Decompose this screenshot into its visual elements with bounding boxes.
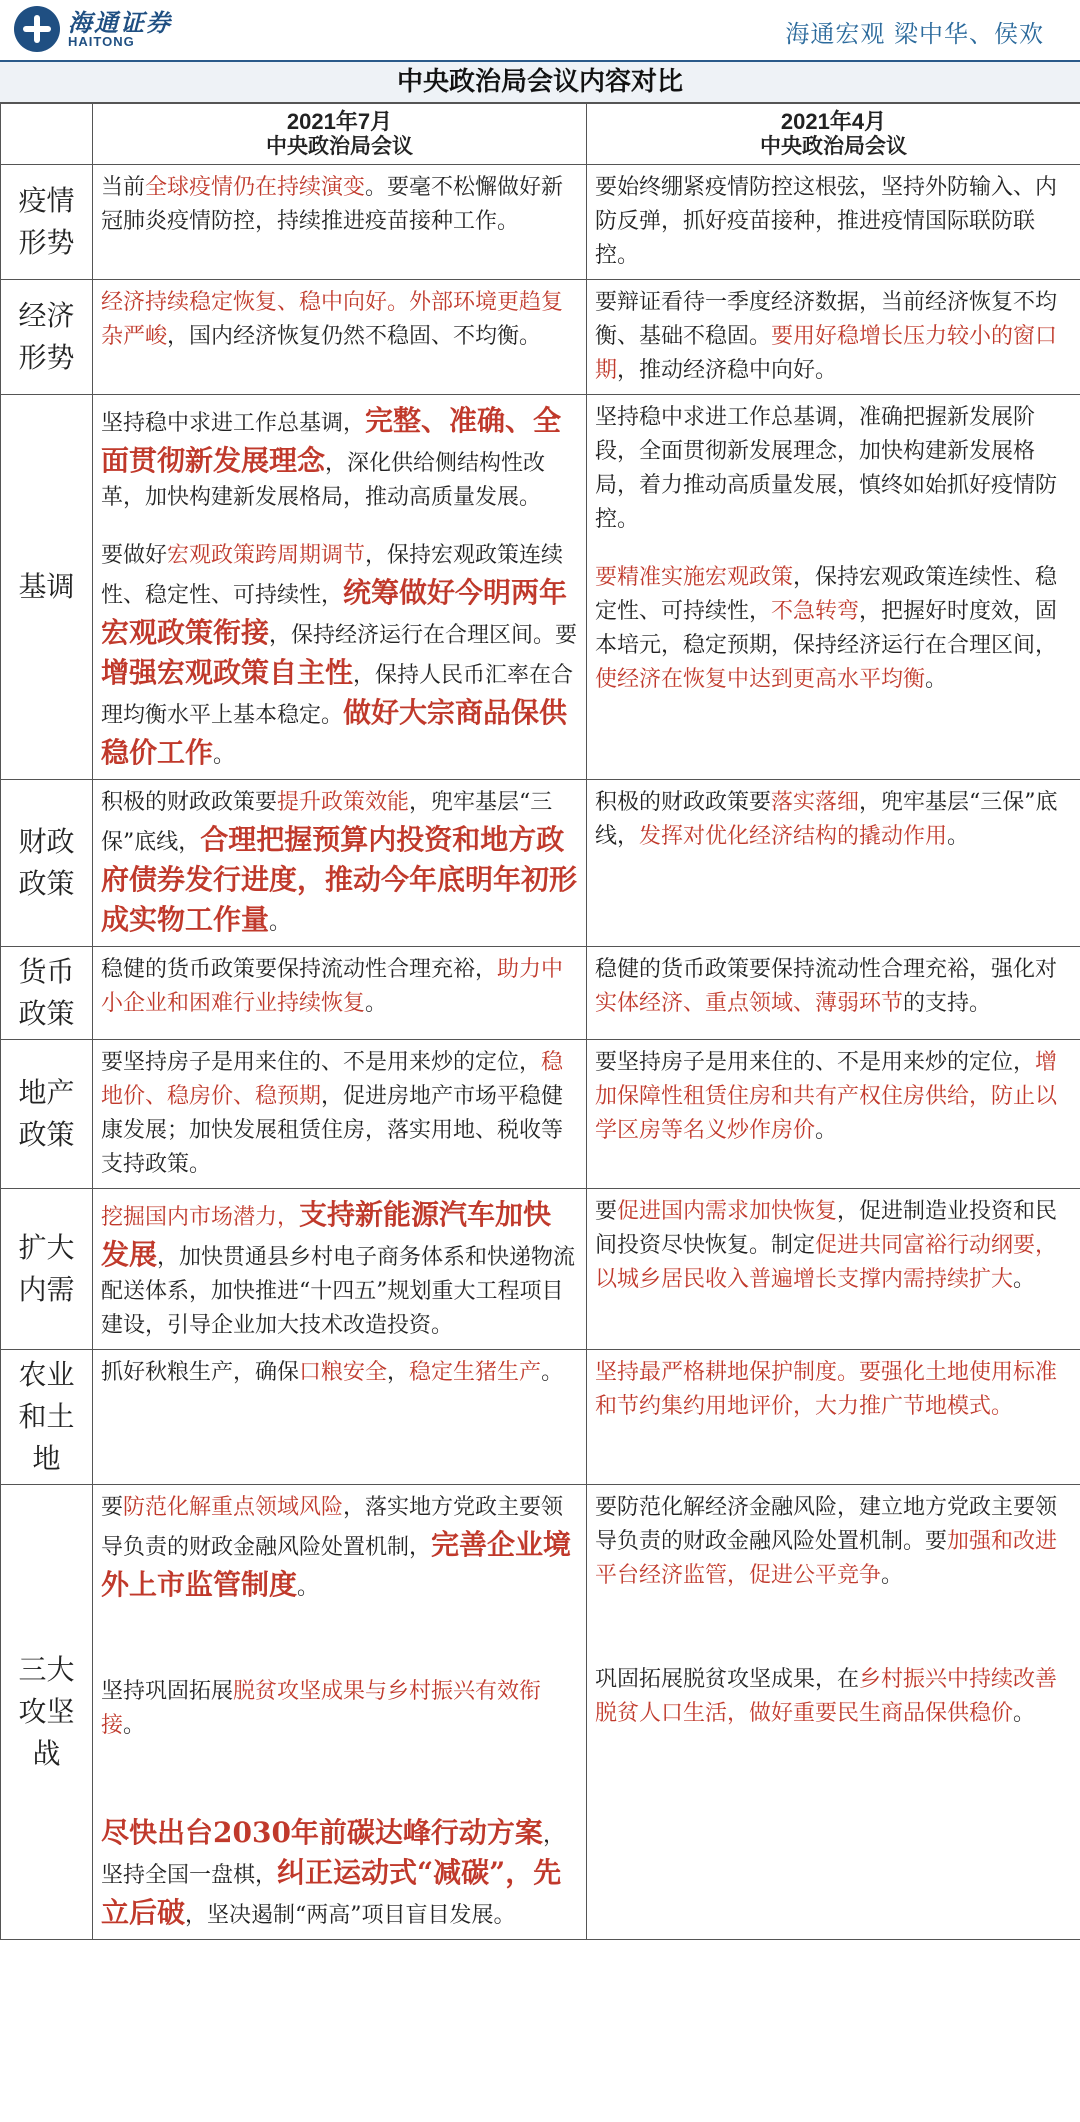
highlight-text: 统筹做好今明两年宏观政策衔接: [101, 576, 568, 649]
body-text: 。要毫不松懈做好新冠肺炎疫情防控，持续推进疫苗接种工作。: [101, 175, 564, 234]
table-row: [1, 165, 1080, 280]
july-paragraph: [101, 1813, 578, 1933]
logo-cn: 海通证券: [68, 7, 172, 37]
body-text: 积极的财政政策要: [595, 790, 772, 815]
body-text: ，深化供给侧结构性改革，加快构建新发展格局，推动高质量发展。: [101, 451, 546, 510]
body-text: 。: [297, 1575, 320, 1600]
body-text: 巩固拓展脱贫攻坚成果，在: [595, 1667, 860, 1692]
highlight-text: 口粮安全: [299, 1360, 388, 1385]
highlight-text: 坚持最严格耕地保护制度。要强化土地使用标准和节约集约用地评价，大力推广节地模式。: [595, 1360, 1058, 1419]
highlight-text: 防范化解重点领域风险: [123, 1495, 344, 1520]
highlight-text: 不急转弯: [771, 599, 860, 624]
paragraph-gap: [101, 1743, 578, 1813]
header: [0, 0, 1080, 62]
highlight-text: 实体经济、重点领域、薄弱环节: [595, 991, 904, 1016]
july-paragraph: [101, 1491, 578, 1605]
april-cell: [587, 1040, 1080, 1189]
highlight-text: 宏观政策跨周期调节: [167, 543, 366, 568]
body-text: ，保持经济运行在合理区间。要: [269, 623, 578, 648]
body-text: 当前: [101, 175, 146, 200]
july-paragraph: [101, 539, 578, 773]
body-text: 。: [123, 1713, 146, 1738]
april-cell: [587, 395, 1080, 780]
body-text: 要做好: [101, 543, 168, 568]
july-cell: [93, 395, 587, 780]
body-text: 抓好秋粮生产，确保: [101, 1360, 300, 1385]
row-label: 疫情形势: [1, 165, 93, 280]
logo-en: HAITONG: [68, 33, 135, 49]
april-paragraph: [595, 286, 1072, 388]
body-text: 坚持巩固拓展: [101, 1679, 234, 1704]
body-text: ，促进制造业投资和民间投资尽快恢复。制定: [595, 1199, 1058, 1258]
highlight-text: 完善企业境外上市监管制度: [101, 1528, 572, 1601]
body-text: ，保持宏观政策连续性、稳定性、可持续性，: [101, 543, 564, 608]
april-cell: [587, 1189, 1080, 1350]
july-paragraph: [101, 1675, 578, 1743]
highlight-text: 纠正运动式“减碳”，先立后破: [101, 1856, 562, 1929]
april-cell: [587, 165, 1080, 280]
april-paragraph: [595, 786, 1072, 854]
body-text: 要坚持房子是用来住的、不是用来炒的定位，: [101, 1050, 542, 1075]
body-text: 要: [595, 1199, 618, 1224]
column-header-july: [93, 104, 587, 165]
april-paragraph: [595, 1491, 1072, 1593]
body-text: ，保持人民币汇率在合理均衡水平上基本稳定。: [101, 663, 574, 728]
row-label: 农业和土地: [1, 1350, 93, 1485]
row-label: 地产政策: [1, 1040, 93, 1189]
body-text: ，保持宏观政策连续性、稳定性、可持续性，: [595, 565, 1058, 624]
table-row: [1, 1485, 1080, 1940]
highlight-text: 做好大宗商品保供稳价工作: [101, 696, 568, 769]
body-text: 。: [1013, 1701, 1036, 1726]
body-text: ，推动经济稳中向好。: [617, 358, 838, 383]
highlight-text: 全球疫情仍在持续演变: [145, 175, 366, 200]
highlight-text: 脱贫攻坚成果与乡村振兴有效衔接: [101, 1679, 542, 1738]
corner-cell: [1, 104, 93, 165]
highlight-text: 要精准实施宏观政策: [595, 565, 794, 590]
body-text: 。: [947, 824, 970, 849]
april-paragraph: [595, 953, 1072, 1021]
april-cell: [587, 280, 1080, 395]
april-paragraph: [595, 171, 1072, 273]
july-cell: [93, 280, 587, 395]
highlight-text: 稳定生猪生产: [409, 1360, 542, 1385]
body-text: ，坚持全国一盘棋，: [101, 1823, 565, 1888]
april-cell: [587, 780, 1080, 947]
july-paragraph: [101, 786, 578, 940]
body-text: 要始终绷紧疫情防控这根弦，坚持外防输入、内防反弹，抓好疫苗接种，推进疫情国际联防联控。: [595, 175, 1058, 268]
body-text: ，加快贯通县乡村电子商务体系和快递物流配送体系，加快推进“十四五”规划重大工程项目建设，引导企业加大技术改造投资。: [101, 1245, 576, 1338]
july-cell: [93, 1485, 587, 1940]
april-cell: [587, 1485, 1080, 1940]
paragraph-gap: [101, 1605, 578, 1675]
body-text: ，国内经济恢复仍然不稳固、不均衡。: [167, 324, 542, 349]
body-text: 的支持。: [903, 991, 992, 1016]
body-text: ，坚决遏制“两高”项目盲目发展。: [185, 1903, 516, 1928]
highlight-text: 促进国内需求加快恢复: [617, 1199, 838, 1224]
table-row: [1, 1040, 1080, 1189]
april-paragraph: [595, 1046, 1072, 1148]
highlight-text: 乡村振兴中持续改善脱贫人口生活，做好重要民生商品保供稳价: [595, 1667, 1058, 1726]
july-cell: [93, 780, 587, 947]
column-header-april: [587, 104, 1080, 165]
row-label: 三大攻坚战: [1, 1485, 93, 1940]
highlight-text: 增加保障性租赁住房和共有产权住房供给，防止以学区房等名义炒作房价: [595, 1050, 1058, 1143]
highlight-text: 合理把握预算内投资和地方政府债券发行进度，推动今年底明年初形成实物工作量: [101, 823, 578, 936]
table-row: [1, 947, 1080, 1040]
april-paragraph: [595, 1356, 1072, 1424]
row-label: 基调: [1, 395, 93, 780]
highlight-text: 经济持续稳定恢复、稳中向好。外部环境更趋复杂严峻: [101, 290, 564, 349]
comparison-table: [0, 103, 1080, 1940]
april-paragraph: [595, 1195, 1072, 1297]
row-label: 货币政策: [1, 947, 93, 1040]
july-cell: [93, 1040, 587, 1189]
body-text: ，促进房地产市场平稳健康发展；加快发展租赁住房，落实用地、税收等支持政策。: [101, 1084, 564, 1177]
table-header-row: [1, 104, 1080, 165]
row-label: 经济形势: [1, 280, 93, 395]
table-row: [1, 280, 1080, 395]
july-paragraph: [101, 171, 578, 239]
april-paragraph: [595, 401, 1072, 537]
july-cell: [93, 1189, 587, 1350]
body-text: 。: [1013, 1267, 1036, 1292]
body-text: ，把握好时度效，固本培元，稳定预期，保持经济运行在合理区间，: [595, 599, 1058, 658]
july-paragraph: [101, 1195, 578, 1343]
july-paragraph: [101, 1356, 578, 1390]
body-text: ，兜牢基层“三保”底线，: [595, 790, 1058, 849]
logo-icon: [14, 6, 60, 52]
april-cell: [587, 1350, 1080, 1485]
highlight-text: 支持新能源汽车加快发展: [101, 1198, 552, 1271]
july-year: 2021年7月: [286, 109, 393, 134]
body-text: 。: [541, 1360, 564, 1385]
body-text: 要: [101, 1495, 124, 1520]
table-row: [1, 395, 1080, 780]
highlight-text: ，: [277, 1205, 300, 1230]
body-text: 。: [925, 667, 948, 692]
highlight-text: 助力中小企业和困难行业持续恢复: [101, 957, 564, 1016]
highlight-text: 使经济在恢复中达到更高水平均衡: [595, 667, 926, 692]
body-text: ，兜牢基层“三保”底线，: [101, 790, 553, 855]
highlight-text: 完整、准确、全面贯彻新发展理念: [101, 404, 562, 477]
april-meeting: 中央政治局会议: [760, 133, 907, 158]
body-text: 坚持稳中求进工作总基调，准确把握新发展阶段，全面贯彻新发展理念，加快构建新发展格局，着力推动高质量发展，慎终如始抓好疫情防控。: [595, 405, 1058, 532]
body-text: ，落实地方党政主要领导负责的财政金融风险处置机制，: [101, 1495, 564, 1560]
highlight-text: 落实落细: [771, 790, 860, 815]
paragraph-gap: [101, 515, 578, 539]
body-text: 。: [815, 1118, 838, 1143]
body-text: 。: [881, 1563, 904, 1588]
page-title: 中央政治局会议内容对比: [0, 62, 1080, 103]
july-cell: [93, 1350, 587, 1485]
body-text: 稳健的货币政策要保持流动性合理充裕，: [101, 957, 498, 982]
july-cell: [93, 947, 587, 1040]
july-paragraph: [101, 953, 578, 1021]
highlight-text: 稳地价、稳房价、稳预期: [101, 1050, 564, 1109]
brand-logo: [14, 6, 172, 52]
april-cell: [587, 947, 1080, 1040]
logo-text: [68, 7, 172, 49]
april-paragraph: [595, 561, 1072, 697]
paragraph-gap: [595, 537, 1072, 561]
highlight-text: 促进共同富裕行动纲要，以城乡居民收入普遍增长支撑内需持续扩大: [595, 1233, 1058, 1292]
table-row: [1, 780, 1080, 947]
body-text: 稳健的货币政策要保持流动性合理充裕，强化对: [595, 957, 1058, 982]
table-row: [1, 1189, 1080, 1350]
body-text: ，: [387, 1360, 410, 1385]
body-text: 。: [269, 910, 292, 935]
report-authors: 海通宏观 梁中华、侯欢: [785, 20, 1044, 48]
highlight-text: 提升政策效能: [277, 790, 410, 815]
july-cell: [93, 165, 587, 280]
row-label: 扩大内需: [1, 1189, 93, 1350]
body-text: 要坚持房子是用来住的、不是用来炒的定位，: [595, 1050, 1036, 1075]
highlight-text: 尽快出台2030年前碳达峰行动方案: [101, 1816, 543, 1849]
highlight-text: 要用好稳增长压力较小的窗口期: [595, 324, 1058, 383]
april-year: 2021年4月: [780, 109, 887, 134]
july-meeting: 中央政治局会议: [266, 133, 413, 158]
july-paragraph: [101, 286, 578, 354]
highlight-text: 发挥对优化经济结构的撬动作用: [639, 824, 948, 849]
table-row: [1, 1350, 1080, 1485]
highlight-text: 增强宏观政策自主性: [101, 656, 354, 689]
body-text: 积极的财政政策要: [101, 790, 278, 815]
body-text: 要辩证看待一季度经济数据，当前经济恢复不均衡、基础不稳固。: [595, 290, 1058, 349]
body-text: 。: [365, 991, 388, 1016]
paragraph-gap: [595, 1593, 1072, 1663]
body-text: 要防范化解经济金融风险，建立地方党政主要领导负责的财政金融风险处置机制。要: [595, 1495, 1058, 1554]
body-text: 坚持稳中求进工作总基调，: [101, 411, 366, 436]
april-paragraph: [595, 1663, 1072, 1731]
july-paragraph: [101, 1046, 578, 1182]
july-paragraph: [101, 401, 578, 515]
row-label: 财政政策: [1, 780, 93, 947]
highlight-text: 挖掘国内市场潜力: [101, 1205, 278, 1230]
body-text: 。: [213, 743, 236, 768]
highlight-text: 加强和改进平台经济监管，促进公平竞争: [595, 1529, 1058, 1588]
